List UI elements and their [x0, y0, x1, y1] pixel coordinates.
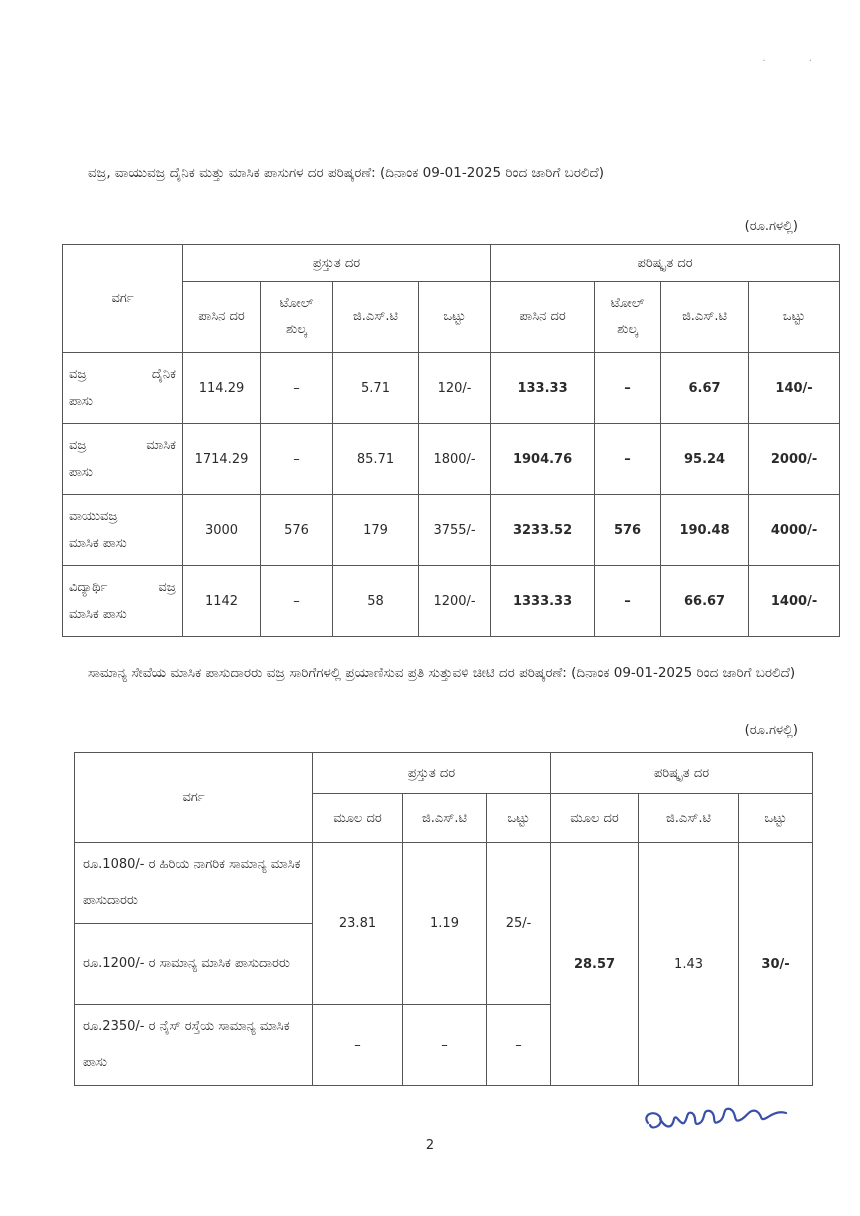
category-header: ವರ್ಗ	[63, 245, 183, 353]
table-row	[63, 424, 840, 495]
cell: 58	[333, 566, 419, 637]
revised-rate-header: ಪರಿಷ್ಕೃತ ದರ	[551, 753, 813, 794]
category-header: ವರ್ಗ	[75, 753, 313, 843]
cell: 179	[333, 495, 419, 566]
cell: 576	[261, 495, 333, 566]
col-total: ಒಟ್ಟು	[487, 794, 551, 843]
cell: 1.43	[639, 843, 739, 1086]
table-row	[63, 495, 840, 566]
cell: 1904.76	[491, 424, 595, 495]
scan-specks: · ·	[762, 56, 832, 67]
page-number: 2	[425, 1138, 435, 1153]
cell: 190.48	[661, 495, 749, 566]
cell: 2000/-	[749, 424, 840, 495]
cell: 3233.52	[491, 495, 595, 566]
col-base-rate: ಮೂಲ ದರ	[551, 794, 639, 843]
row-category: ವಿದ್ಯಾರ್ಥಿ ವಜ್ರ ಮಾಸಿಕ ಪಾಸು	[63, 566, 183, 637]
section2-heading: ಸಾಮಾನ್ಯ ಸೇವೆಯ ಮಾಸಿಕ ಪಾಸುದಾರರು ವಜ್ರ ಸಾರಿಗೆಗಳಲ್ಲಿ ಪ್ರಯಾಣಿಸುವ ಪ್ರತಿ ಸುತ್ತುವಳಿ ಚೀಟಿ ದರ ಪರಿಷ್ಕರಣೆ: (ದಿನಾಂಕ 09-01-2025 ರಿಂದ ಜಾರಿಗೆ ಬರಲಿದೆ)	[88, 665, 796, 681]
section1-heading: ವಜ್ರ, ವಾಯುವಜ್ರ ದೈನಿಕ ಮತ್ತು ಮಾಸಿಕ ಪಾಸುಗಳ ದರ ಪರಿಷ್ಕರಣೆ: (ದಿನಾಂಕ 09-01-2025 ರಿಂದ ಜಾರಿಗೆ ಬರಲಿದೆ)	[88, 165, 604, 181]
cell: 66.67	[661, 566, 749, 637]
table-row	[63, 353, 840, 424]
col-gst: ಜಿ.ಎಸ್.ಟಿ	[333, 282, 419, 353]
cell: –	[261, 566, 333, 637]
current-rate-header: ಪ್ರಸ್ತುತ ದರ	[313, 753, 551, 794]
cell: 576	[595, 495, 661, 566]
cell: 1142	[183, 566, 261, 637]
table-row	[63, 566, 840, 637]
cell: 120/-	[419, 353, 491, 424]
col-gst: ಜಿ.ಎಸ್.ಟಿ	[639, 794, 739, 843]
signature-image	[640, 1095, 790, 1140]
cell: 6.67	[661, 353, 749, 424]
cell: 1333.33	[491, 566, 595, 637]
cell: –	[261, 353, 333, 424]
current-rate-header: ಪ್ರಸ್ತುತ ದರ	[183, 245, 491, 282]
cell: 1714.29	[183, 424, 261, 495]
section2-unit: (ರೂ.ಗಳಲ್ಲಿ)	[744, 723, 798, 738]
cell: 1800/-	[419, 424, 491, 495]
col-toll: ಟೋಲ್ ಶುಲ್ಕ	[595, 282, 661, 353]
row-category: ವಜ್ರ ದೈನಿಕ ಪಾಸು	[63, 353, 183, 424]
revised-rate-header: ಪರಿಷ್ಕೃತ ದರ	[491, 245, 840, 282]
col-gst: ಜಿ.ಎಸ್.ಟಿ	[661, 282, 749, 353]
cell: –	[487, 1005, 551, 1086]
cell: 3755/-	[419, 495, 491, 566]
cell: –	[595, 566, 661, 637]
cell: 25/-	[487, 843, 551, 1005]
col-gst: ಜಿ.ಎಸ್.ಟಿ	[403, 794, 487, 843]
cell: –	[595, 424, 661, 495]
cell: 23.81	[313, 843, 403, 1005]
cell: 5.71	[333, 353, 419, 424]
row-category: ರೂ.1080/- ರ ಹಿರಿಯ ನಾಗರಿಕ ಸಾಮಾನ್ಯ ಮಾಸಿಕ ಪಾಸುದಾರರು	[75, 843, 313, 924]
ticket-rate-table	[74, 752, 813, 1086]
row-category: ವಜ್ರ ಮಾಸಿಕ ಪಾಸು	[63, 424, 183, 495]
cell: 4000/-	[749, 495, 840, 566]
cell: 28.57	[551, 843, 639, 1086]
cell: 140/-	[749, 353, 840, 424]
col-pass-rate: ಪಾಸಿನ ದರ	[183, 282, 261, 353]
cell: –	[403, 1005, 487, 1086]
cell: 133.33	[491, 353, 595, 424]
section1-unit: (ರೂ.ಗಳಲ್ಲಿ)	[744, 219, 798, 234]
cell: 85.71	[333, 424, 419, 495]
cell: 95.24	[661, 424, 749, 495]
table-row	[75, 843, 813, 924]
cell: –	[261, 424, 333, 495]
cell: 30/-	[739, 843, 813, 1086]
col-total: ಒಟ್ಟು	[419, 282, 491, 353]
col-toll: ಟೋಲ್ ಶುಲ್ಕ	[261, 282, 333, 353]
cell: 114.29	[183, 353, 261, 424]
row-category: ವಾಯುವಜ್ರ ಮಾಸಿಕ ಪಾಸು	[63, 495, 183, 566]
cell: 3000	[183, 495, 261, 566]
col-base-rate: ಮೂಲ ದರ	[313, 794, 403, 843]
cell: –	[313, 1005, 403, 1086]
col-pass-rate: ಪಾಸಿನ ದರ	[491, 282, 595, 353]
cell: –	[595, 353, 661, 424]
cell: 1400/-	[749, 566, 840, 637]
col-total: ಒಟ್ಟು	[749, 282, 840, 353]
cell: 1200/-	[419, 566, 491, 637]
row-category: ರೂ.1200/- ರ ಸಾಮಾನ್ಯ ಮಾಸಿಕ ಪಾಸುದಾರರು	[75, 924, 313, 1005]
col-total: ಒಟ್ಟು	[739, 794, 813, 843]
row-category: ರೂ.2350/- ರ ನೈಸ್ ರಸ್ತೆಯ ಸಾಮಾನ್ಯ ಮಾಸಿಕ ಪಾಸು	[75, 1005, 313, 1086]
cell: 1.19	[403, 843, 487, 1005]
pass-rate-table	[62, 244, 840, 637]
